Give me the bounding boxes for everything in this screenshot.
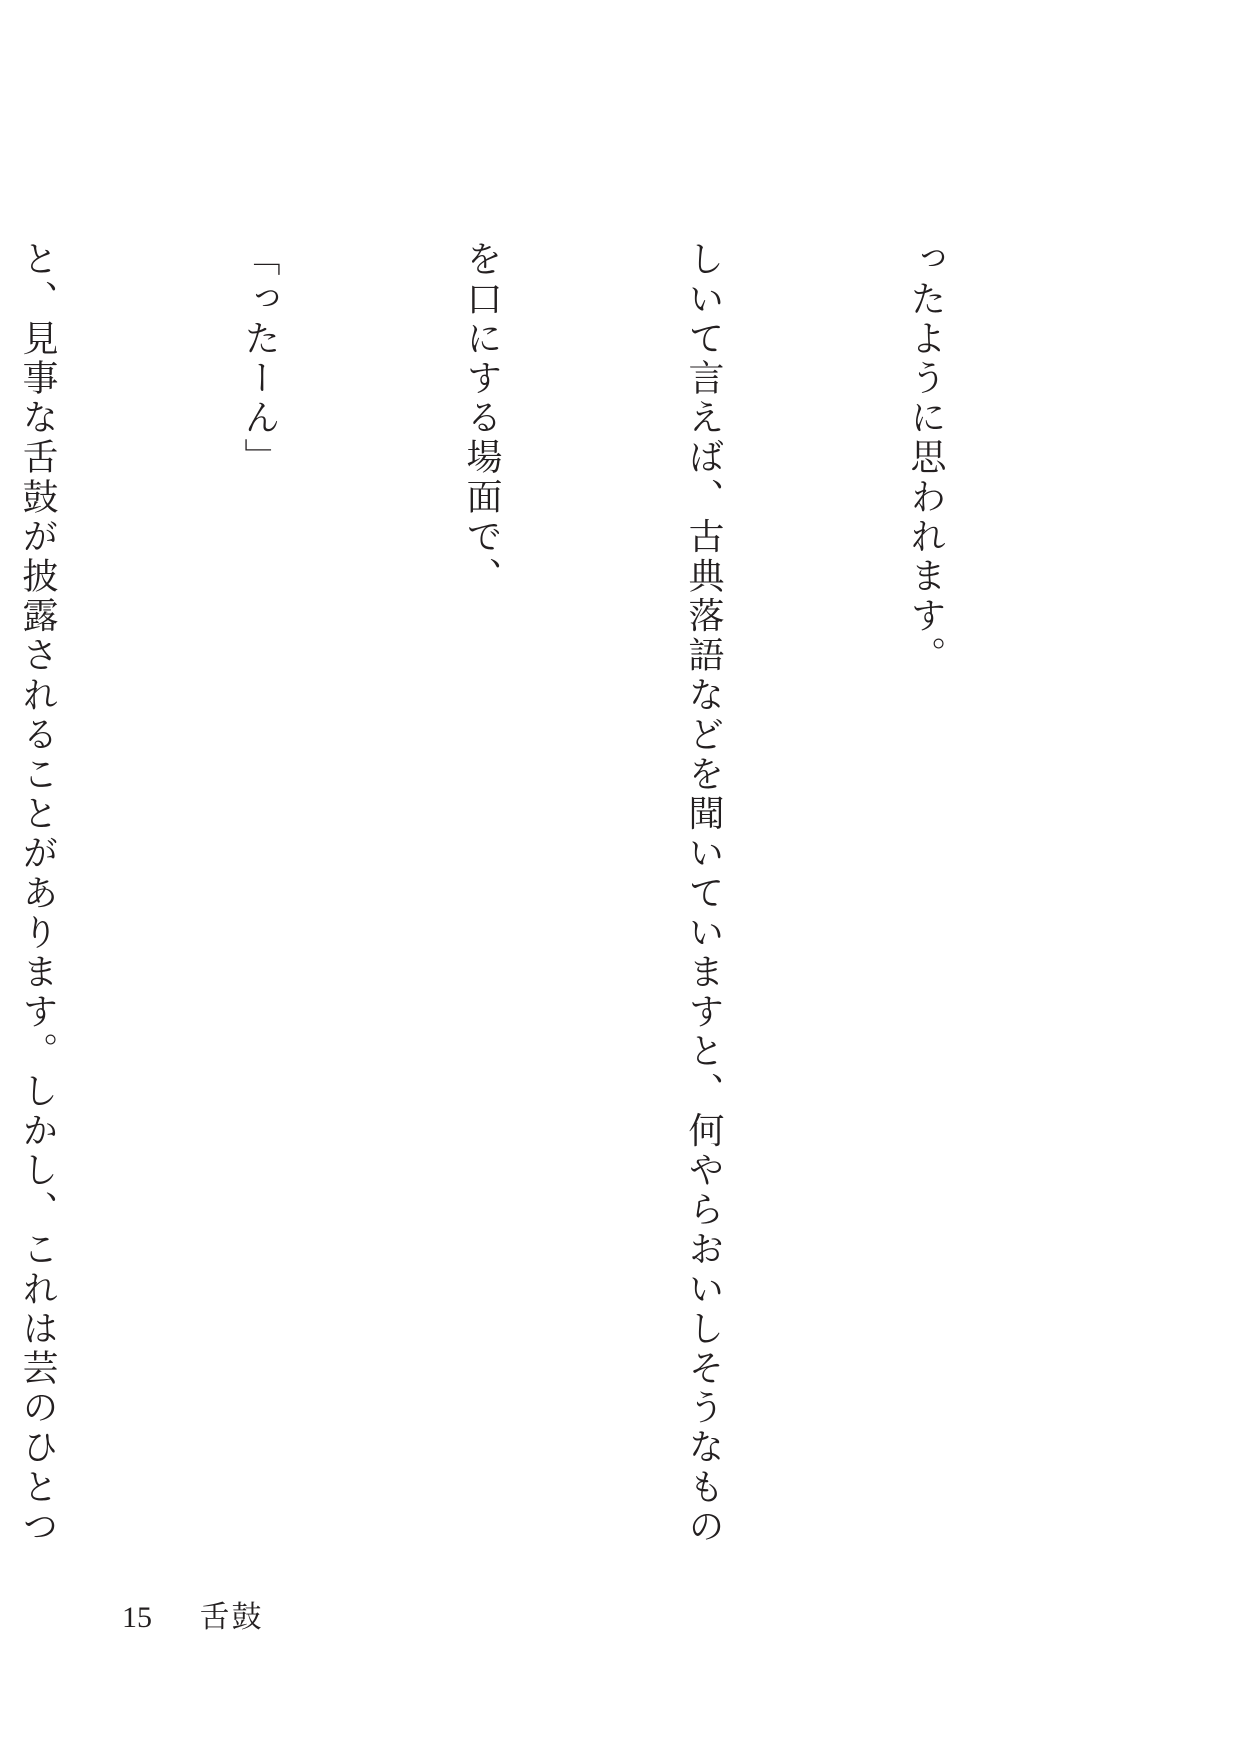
body-text <box>17 240 1110 1547</box>
running-title: 舌鼓 <box>199 1600 264 1635</box>
text-line: を口にする場面で、 <box>461 240 502 597</box>
text-line: しいて言えば、古典落語などを聞いていますと、何やらおいしそうなもの <box>683 240 724 1547</box>
text-line: ったように思われます。 <box>905 240 946 676</box>
text-line: 「ったーん」 <box>239 240 280 478</box>
page-footer <box>122 1598 264 1638</box>
text-line: と、見事な舌鼓が披露されることがあります。しかし、これは芸のひとつ <box>17 240 58 1547</box>
page-number: 15 <box>122 1601 152 1634</box>
